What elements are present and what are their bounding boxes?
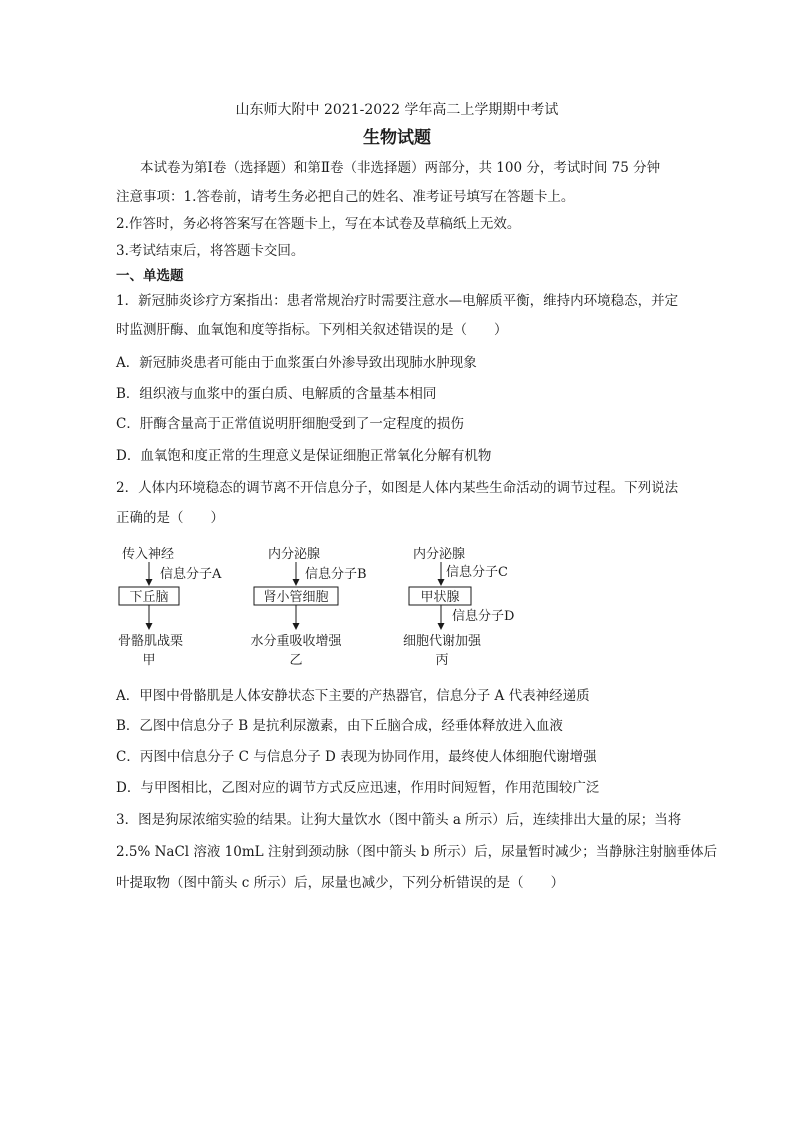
bing-source: 内分泌腺 bbox=[413, 547, 466, 562]
diagram-jia bbox=[118, 546, 222, 668]
jia-label: 甲 bbox=[142, 653, 156, 668]
exam-title: 山东师大附中 2021-2022 学年高二上学期期中考试 bbox=[235, 102, 559, 118]
bing-molecule-c: 信息分子C bbox=[446, 565, 508, 580]
q1-stem-line-1: 1．新冠肺炎诊疗方案指出：患者常规治疗时需要注意水—电解质平衡，维持内环境稳态，并定 bbox=[116, 293, 679, 309]
yi-effect: 水分重吸收增强 bbox=[250, 634, 342, 649]
q1-option-a: A．新冠肺炎患者可能由于血浆蛋白外渗导致出现肺水肿现象 bbox=[116, 355, 477, 371]
note-3: 3.考试结束后，将答题卡交回。 bbox=[116, 243, 305, 259]
q1-option-c: C．肝酶含量高于正常值说明肝细胞受到了一定程度的损伤 bbox=[116, 416, 464, 432]
q2-option-d: D．与甲图相比，乙图对应的调节方式反应迅速，作用时间短暂，作用范围较广泛 bbox=[116, 780, 600, 796]
q2-option-b: B．乙图中信息分子 B 是抗利尿激素，由下丘脑合成，经垂体释放进入血液 bbox=[116, 718, 563, 734]
diagram-bing bbox=[403, 546, 514, 668]
section-heading: 一、单选题 bbox=[116, 268, 184, 284]
q3-stem-line-1: 3．图是狗尿浓缩实验的结果。让狗大量饮水（图中箭头 a 所示）后，连续排出大量的尿；当将 bbox=[116, 812, 682, 828]
bing-target: 甲状腺 bbox=[420, 590, 460, 605]
regulation-diagram bbox=[116, 540, 536, 670]
q1-stem-line-2: 时监测肝酶、血氧饱和度等指标。下列相关叙述错误的是（ ） bbox=[116, 322, 508, 338]
jia-molecule: 信息分子A bbox=[160, 567, 222, 582]
q1-option-d: D．血氧饱和度正常的生理意义是保证细胞正常氧化分解有机物 bbox=[116, 448, 492, 464]
diagram-yi bbox=[250, 546, 366, 668]
q1-option-b: B．组织液与血浆中的蛋白质、电解质的含量基本相同 bbox=[116, 386, 437, 402]
yi-molecule: 信息分子B bbox=[305, 567, 367, 582]
exam-summary: 本试卷为第Ⅰ卷（选择题）和第Ⅱ卷（非选择题）两部分，共 100 分，考试时间 75 分钟 bbox=[140, 160, 661, 176]
yi-target: 肾小管细胞 bbox=[263, 590, 329, 605]
jia-source: 传入神经 bbox=[122, 547, 175, 562]
q2-option-a: A．甲图中骨骼肌是人体安静状态下主要的产热器官，信息分子 A 代表神经递质 bbox=[116, 688, 590, 704]
note-1: 注意事项：1.答卷前，请考生务必把自己的姓名、准考证号填写在答题卡上。 bbox=[116, 189, 575, 205]
jia-effect: 骨骼肌战栗 bbox=[118, 634, 184, 649]
q2-option-c: C．丙图中信息分子 C 与信息分子 D 表现为协同作用，最终使人体细胞代谢增强 bbox=[116, 749, 597, 765]
bing-effect: 细胞代谢加强 bbox=[402, 634, 482, 649]
exam-subtitle: 生物试题 bbox=[363, 128, 431, 148]
bing-molecule-d: 信息分子D bbox=[452, 609, 515, 624]
note-2: 2.作答时，务必将答案写在答题卡上，写在本试卷及草稿纸上无效。 bbox=[116, 216, 521, 232]
q3-stem-line-3: 叶提取物（图中箭头 c 所示）后，尿量也减少，下列分析错误的是（ ） bbox=[116, 875, 565, 891]
jia-target: 下丘脑 bbox=[129, 590, 169, 605]
yi-label: 乙 bbox=[289, 653, 303, 668]
bing-label: 丙 bbox=[435, 653, 449, 668]
q3-stem-line-2: 2.5% NaCl 溶液 10mL 注射到颈动脉（图中箭头 b 所示）后，尿量暂时减少；当静脉注射脑垂体后 bbox=[116, 844, 718, 860]
q2-stem-line-2: 正确的是（ ） bbox=[116, 510, 224, 526]
q2-stem-line-1: 2．人体内环境稳态的调节离不开信息分子，如图是人体内某些生命活动的调节过程。下列说法 bbox=[116, 480, 679, 496]
yi-source: 内分泌腺 bbox=[268, 547, 321, 562]
